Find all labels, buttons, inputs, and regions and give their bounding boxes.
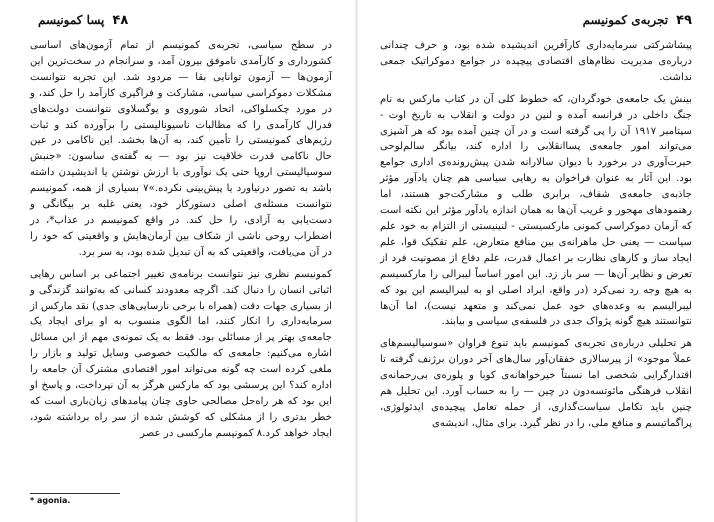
- page-number: ۴۸: [112, 12, 129, 28]
- running-head: پسا کمونیسم: [38, 13, 105, 27]
- paragraph: کمونیسم نظری نیز نتوانست برنامه‌ی تغییر اجتماعی بر اساس رهایی اثباتی انسان را دنبال کند. اگرچه معدودند کسانی که به‌توانند گزندگی و از بسیاری جهات دقت (همراه با برخی نارسایی‌های جدی) نقد مارکس از سرمایه‌داری را انکار کنند، اما الگوی منسوب به او برای ایجاد یک جامعه‌ی بهتر پر از مسائلی بود. فقط به یک نمونه‌ی مهم از این مسائل اشاره می‌کنیم: جامعه‌ی که مالکیت خصوصی وسایل تولید و بازار را ملغی کرده است چه گونه می‌تواند امور اقتصادی مشترک آن جامعه را اداره کند؟ این پرسشی بود که مارکس هرگز به آن نپرداخت، و پاسخ او این بود که هر راه‌حل مصالحی حاوی چنان پیامدهای زیان‌باری است که خطر بدتری را از مشکلی که کوشش شده از سر راه برداشته شود، ایجاد خواهد کرد.۸ کمونیسم مارکسی در عصر: [30, 268, 332, 439]
- left-page-body: [30, 38, 332, 445]
- paragraph: پیشاشرکتی سرمایه‌داری کارآفرین اندیشیده شده بود، و حرف چندانی درباره‌ی مدیریت نظام‌های اقتصادی پیچیده در جوامع دموکراتیک جمعی نداشت.: [380, 40, 692, 83]
- page-number: ۴۹: [676, 12, 692, 28]
- paragraph: در سطح سیاسی، تجربه‌ی کمونیسم از تمام آزمون‌های اساسی کشورداری و کارآمدی ناموفق بیرون آمد، و سرانجام در سخت‌ترین این آزمون‌ها — آزمون توانایی بقا — مردود شد. این تجربه نتوانست مشکلات دموکراسی سیاسی، مشارکت و فراگیری کارآمد را حل کند، و در مورد چکسلواکی، اتحاد شوروی و یوگسلاوی نتوانست دولت‌های فدرال کارآمدی را که مطالبات ناسیونالیستی را برآورده کند و ثبات رژیم‌های کمونیستی را تأمین کند، به آن‌ها بخشد. این ناکامی در عین حال ناکامی قدرت خلاقیت نیز بود — به گفته‌ی ساسون: «جنبش سوسیالیستی اروپا حتی یک نوآوری با ارزش نوشتن یا اندیشیدن داشته باشد به تصور درنیاورد یا پیش‌بینی نکرده.»۷ بسیاری از همه، کمونیسم نتوانست مسئله‌ی اصلی دستورکار خود، یعنی غلبه بر بیگانگی و دست‌یابی به آزادی، را حل کند. در واقع کمونیسم در عذاب*، در اضطراب روحی ناشی از شکاف بین آرمان‌هایش و واقعیتی که خود را در آن می‌یافت، واقعیتی که به آن تبدیل شده بود، به سر برد.: [30, 40, 332, 258]
- right-page: [362, 0, 714, 522]
- left-page-header: [38, 10, 128, 30]
- running-head: تجربه‌ی کمونیسم: [582, 13, 669, 27]
- footnote: * agonia.: [30, 496, 71, 505]
- left-page: [0, 0, 352, 522]
- paragraph: هر تحلیلی درباره‌ی تجربه‌ی کمونیسم باید تنوع فراوان «سوسیالیسم‌های عملاً موجود» از پیرسالاری خفقان‌آور سال‌های آخر دوران برژنف گرفته تا اقتدارگرایی شخصی اما نسبتاً خیرخواهانه‌ی کوبا و پلوره‌ی بی‌رحمانه‌ی انقلاب فرهنگی مائوتسه‌دون در چین — را به حساب آورد. این تحلیل هم چنین باید تکامل سیاست‌گذاری، از جمله تعامل پیچیده‌ی ایدئولوژی، پراگماتیسم و منافع ملی، را در نظر گیرد. برای مثال، اندیشه‌ی: [380, 338, 692, 429]
- footnote-divider: [30, 493, 120, 494]
- right-page-body: [380, 38, 692, 435]
- right-page-header: [583, 10, 692, 30]
- paragraph: بینش یک جامعه‌ی خودگردان، که خطوط کلی آن در کتاب مارکس به نام جنگ داخلی در فرانسه آمده و لنین در دولت و انقلاب به تاریخ اوت - سپتامبر ۱۹۱۷ آن را پی گرفته است و در آن چنین آمده بود که هر آشپزی می‌تواند امور جامعه‌ی پساانقلابی را اداره کند، بیانگر سالم‌لوحی حیرت‌آوری در برخورد با دیوان سالارانه شدن پیش‌رونده‌ی اداری جوامع بود. این آثار به عنوان فراخوان به رهایی سیاسی هم چنان یادآور مؤثر جاذبه‌ی جامعه‌ی شفاف، برابری طلب و مشارکت‌جو هستند، اما رهنمودهای مهجور و غریب آن‌ها به همان اندازه یادآور مؤثر این نکته است که آرمان دموکراسی کمونی مارکسیستی - لنینیستی از التزام به خود علم سیاست — یعنی حل ماهرانه‌ی بین منافع متعارض، علم تفکیک قوا، علم ایجاد ساز و کارهای نظارت بر اعمال قدرت، علم دفاع از مصونیت فرد از تعرض و نظایر آن‌ها — سر باز زد. این امور اساساً لیبرالی را مارکسیسم به هیچ وجه رد نمی‌کرد (در واقع، ایراد اصلی او به لیبرالیسم این بود که لیبرالیسم به وعده‌های خود عمل نمی‌کند و متعهد نیست)، اما آن‌ها نتوانستند هیچ گونه پژواک جدی در فلسفه‌ی سیاسی و بیابند.: [380, 93, 692, 328]
- book-gutter: [355, 0, 358, 522]
